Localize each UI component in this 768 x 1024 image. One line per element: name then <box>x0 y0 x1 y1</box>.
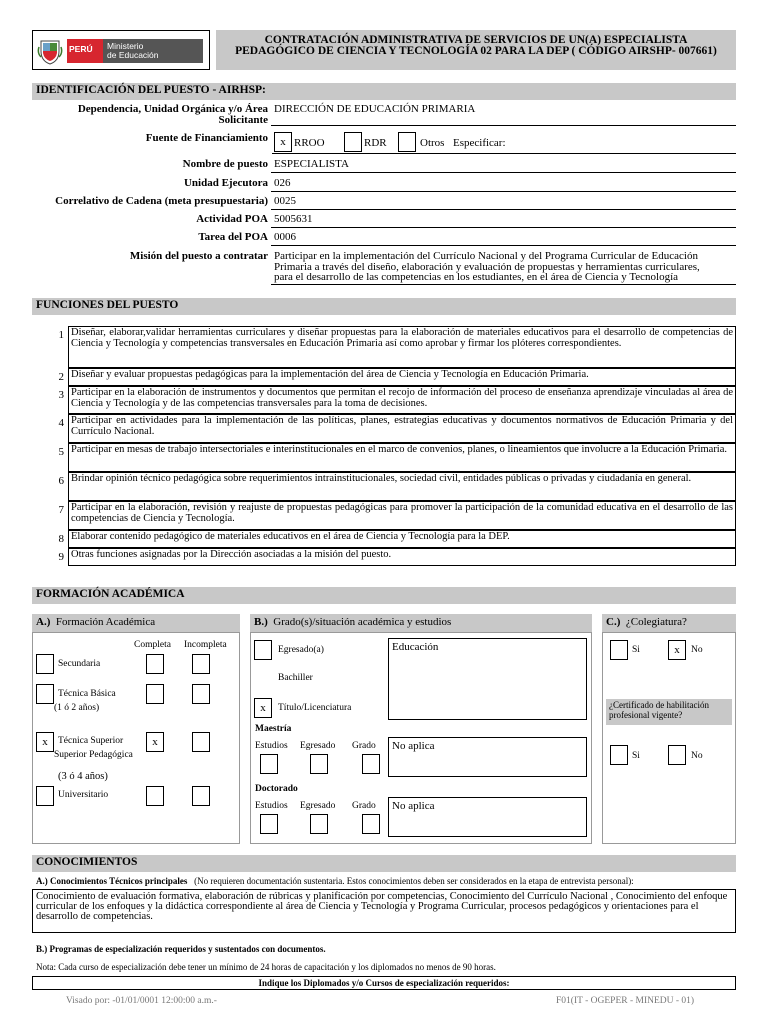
colegiatura-si-label: Si <box>632 645 640 655</box>
funcion-number: 1 <box>58 329 64 341</box>
colegiatura-no-label: No <box>691 645 703 655</box>
fuente-otros-checkbox[interactable] <box>398 132 416 152</box>
funcion-item: Participar en la elaboración, revisión y reajuste de propuestas pedagógicas para promover la participación de la comunidad educativa en el desarrollo de las competencias de Ciencia y Tecnología. <box>68 501 736 530</box>
doctorado-grado-checkbox[interactable] <box>362 814 380 834</box>
fuente-especificar-label: Especificar: <box>453 137 506 149</box>
universitario-incompleta-checkbox[interactable] <box>192 786 210 806</box>
funcion-number: 5 <box>58 446 64 458</box>
mision-value: Participar en la implementación del Currículo Nacional y del Programa Curricular de Educación Primaria a través del diseño, elaboración y evaluación de propuestas y herramientas curriculares, para el desarrollo de las competencias en los estudiantes, en el área de Ciencia y Tecnología <box>271 251 736 285</box>
universitario-checkbox[interactable] <box>36 786 54 806</box>
titulo-label: Título/Licenciatura <box>278 703 352 713</box>
logo-ministry-block: Ministerio de Educación <box>103 39 203 63</box>
funcion-item: Elaborar contenido pedagógico de materiales educativos en el área de Ciencia y Tecnología para la DEP. <box>68 530 736 548</box>
tecnica-basica-label: Técnica Básica <box>58 689 116 699</box>
funcion-number: 2 <box>58 371 64 383</box>
dependencia-value: DIRECCIÓN DE EDUCACIÓN PRIMARIA <box>271 104 736 126</box>
funcion-item: Otras funciones asignadas por la Dirección asociadas a la misión del puesto. <box>68 548 736 566</box>
unidad-label: Unidad Ejecutora <box>183 177 268 189</box>
tarea-label: Tarea del POA <box>198 231 268 243</box>
funcion-number: 9 <box>58 551 64 563</box>
titulo-checkbox[interactable]: x <box>254 698 272 718</box>
certificado-question: ¿Certificado de habilitación profesional vigente? <box>606 699 732 725</box>
correlativo-label: Correlativo de Cadena (meta presupuestaria) <box>55 195 268 207</box>
doctorado-title: Doctorado <box>255 784 298 794</box>
tecnica-basica-incompleta-checkbox[interactable] <box>192 684 210 704</box>
secundaria-checkbox[interactable] <box>36 654 54 674</box>
section-formacion: FORMACIÓN ACADÉMICA <box>32 587 736 604</box>
certificado-no-checkbox[interactable] <box>668 745 686 765</box>
doctorado-egresado-label: Egresado <box>300 801 336 811</box>
conocimientos-b-title: B.) Programas de especialización requeridos y sustentados con documentos. <box>36 944 326 954</box>
doctorado-estudios-label: Estudios <box>255 801 288 811</box>
funcion-item: Participar en mesas de trabajo intersectoriales e interinstitucionales en el marco de convenios, planes, o lineamientos que involucre a la Educación Primaria. <box>68 443 736 472</box>
certificado-no-label: No <box>691 751 703 761</box>
tecnica-superior-label: Técnica Superior <box>58 736 124 746</box>
incompleta-header: Incompleta <box>184 640 227 650</box>
funcion-item: Brindar opinión técnico pedagógica sobre requerimientos intrainstitucionales, sociedad civil, entidades públicas o privadas y ciudadanía en general. <box>68 472 736 501</box>
conocimientos-b-note: Nota: Cada curso de especialización debe tener un mínimo de 24 horas de capacitación y los diplomados no menos de 90 horas. <box>36 962 496 972</box>
maestria-grado-checkbox[interactable] <box>362 754 380 774</box>
funcion-number: 8 <box>58 533 64 545</box>
section-funciones: FUNCIONES DEL PUESTO <box>32 298 736 315</box>
dependencia-label: Dependencia, Unidad Orgánica y/o Área Solicitante <box>77 103 268 126</box>
tarea-value: 0006 <box>271 232 736 246</box>
tecnica-basica-checkbox[interactable] <box>36 684 54 704</box>
conocimientos-tecnicos-field[interactable]: Conocimiento de evaluación formativa, elaboración de rúbricas y planificación por competencias, Conocimiento del Currículo Nacional , Conocimiento del enfoque curricular de los enfoques y la didáctica correspondiente al área de Ciencia y Tecnología y Programa Curricular, procesos pedagógicos y orientaciones para el desarrollo de competencias. <box>32 889 736 933</box>
panel-c-header: C.) ¿Colegiatura? <box>602 614 736 632</box>
completa-header: Completa <box>134 640 171 650</box>
diplomados-header: Indique los Diplomados y/o Cursos de especialización requeridos: <box>32 976 736 990</box>
egresado-checkbox[interactable] <box>254 640 272 660</box>
tecnica-basica-years: (1 ó 2 años) <box>54 703 100 713</box>
maestria-egresado-checkbox[interactable] <box>310 754 328 774</box>
fuente-label: Fuente de Financiamiento <box>145 132 268 144</box>
panel-a-header: A.) Formación Académica <box>32 614 240 632</box>
doctorado-field[interactable]: No aplica <box>388 797 587 837</box>
panel-c <box>602 632 736 844</box>
funcion-item: Diseñar, elaborar,validar herramientas curriculares y diseñar propuestas para la elaboración de materiales educativos para el desarrollo de competencias de Ciencia y Tecnología y competencias transversales en Educación Primaria así como aprobar y firmar los plóteres correspondientes. <box>68 326 736 368</box>
maestria-title: Maestría <box>255 724 292 734</box>
document-title: CONTRATACIÓN ADMINISTRATIVA DE SERVICIOS DE UN(A) ESPECIALISTA PEDAGÓGICO DE CIENCIA Y TECNOLOGÍA 02 PARA LA DEP ( CÓDIGO AIRSHP- 007661) <box>216 30 736 70</box>
colegiatura-no-checkbox[interactable]: x <box>668 640 686 660</box>
tecnica-basica-completa-checkbox[interactable] <box>146 684 164 704</box>
conocimientos-a-line: A.) Conocimientos Técnicos principales (No requieren documentación sustentaria. Estos conocimientos deben ser considerados en la etapa de entrevista personal): <box>36 876 634 886</box>
egresado-label: Egresado(a) <box>278 645 324 655</box>
universitario-label: Universitario <box>58 790 109 800</box>
tecnica-superior-incompleta-checkbox[interactable] <box>192 732 210 752</box>
funcion-item: Participar en la elaboración de instrumentos y documentos que permitan el recojo de información del proceso de enseñanza aprendizaje vinculadas al área de Ciencia y Tecnología y de las competencias transversales para la toma de decisiones. <box>68 386 736 414</box>
correlativo-value: 0025 <box>271 196 736 210</box>
fuente-rroo-label: RROO <box>294 137 325 149</box>
funcion-number: 6 <box>58 475 64 487</box>
doctorado-estudios-checkbox[interactable] <box>260 814 278 834</box>
unidad-value: 026 <box>271 178 736 192</box>
maestria-estudios-label: Estudios <box>255 741 288 751</box>
fuente-especificar-line[interactable] <box>272 153 736 154</box>
maestria-estudios-checkbox[interactable] <box>260 754 278 774</box>
logo-box <box>32 30 210 70</box>
footer-visado: Visado por: -01/01/0001 12:00:00 a.m.- <box>66 996 217 1006</box>
actividad-label: Actividad POA <box>196 213 268 225</box>
tecnica-superior-completa-checkbox[interactable]: x <box>146 732 164 752</box>
doctorado-grado-label: Grado <box>352 801 376 811</box>
panel-b-header: B.) Grado(s)/situación académica y estudios <box>250 614 592 632</box>
carrera-field[interactable]: Educación <box>388 638 587 720</box>
secundaria-incompleta-checkbox[interactable] <box>192 654 210 674</box>
bachiller-label: Bachiller <box>278 673 313 683</box>
maestria-field[interactable]: No aplica <box>388 737 587 777</box>
actividad-value: 5005631 <box>271 214 736 228</box>
fuente-rroo-checkbox[interactable]: x <box>274 132 292 152</box>
secundaria-label: Secundaria <box>58 659 101 669</box>
fuente-rdr-checkbox[interactable] <box>344 132 362 152</box>
peru-shield-icon <box>37 37 63 65</box>
tecnica-superior-checkbox[interactable]: x <box>36 732 54 752</box>
funcion-number: 7 <box>58 504 64 516</box>
certificado-si-checkbox[interactable] <box>610 745 628 765</box>
maestria-grado-label: Grado <box>352 741 376 751</box>
tecnica-superior-years: (3 ó 4 años) <box>58 771 108 782</box>
nombre-value: ESPECIALISTA <box>271 159 736 173</box>
logo-peru-block: PERÚ <box>67 39 103 63</box>
funcion-item: Diseñar y evaluar propuestas pedagógicas para la implementación del área de Ciencia y Tecnología en Educación Primaria. <box>68 368 736 386</box>
certificado-si-label: Si <box>632 751 640 761</box>
superior-pedagogica-label: Superior Pedagógica <box>54 750 133 760</box>
fuente-otros-label: Otros <box>420 137 445 149</box>
funcion-number: 3 <box>58 389 64 401</box>
footer-code: F01(IT - OGEPER - MINEDU - 01) <box>556 996 695 1006</box>
nombre-label: Nombre de puesto <box>182 158 268 170</box>
section-identificacion: IDENTIFICACIÓN DEL PUESTO - AIRHSP: <box>32 83 736 100</box>
universitario-completa-checkbox[interactable] <box>146 786 164 806</box>
maestria-egresado-label: Egresado <box>300 741 336 751</box>
funcion-item: Participar en actividades para la implementación de las políticas, planes, estrategias educativas y documentos normativos de Educación Primaria y del Currículo Nacional. <box>68 414 736 443</box>
mision-label: Misión del puesto a contratar <box>129 250 268 262</box>
doctorado-egresado-checkbox[interactable] <box>310 814 328 834</box>
colegiatura-si-checkbox[interactable] <box>610 640 628 660</box>
secundaria-completa-checkbox[interactable] <box>146 654 164 674</box>
section-conocimientos: CONOCIMIENTOS <box>32 855 736 872</box>
fuente-rdr-label: RDR <box>364 137 387 149</box>
funcion-number: 4 <box>58 417 64 429</box>
